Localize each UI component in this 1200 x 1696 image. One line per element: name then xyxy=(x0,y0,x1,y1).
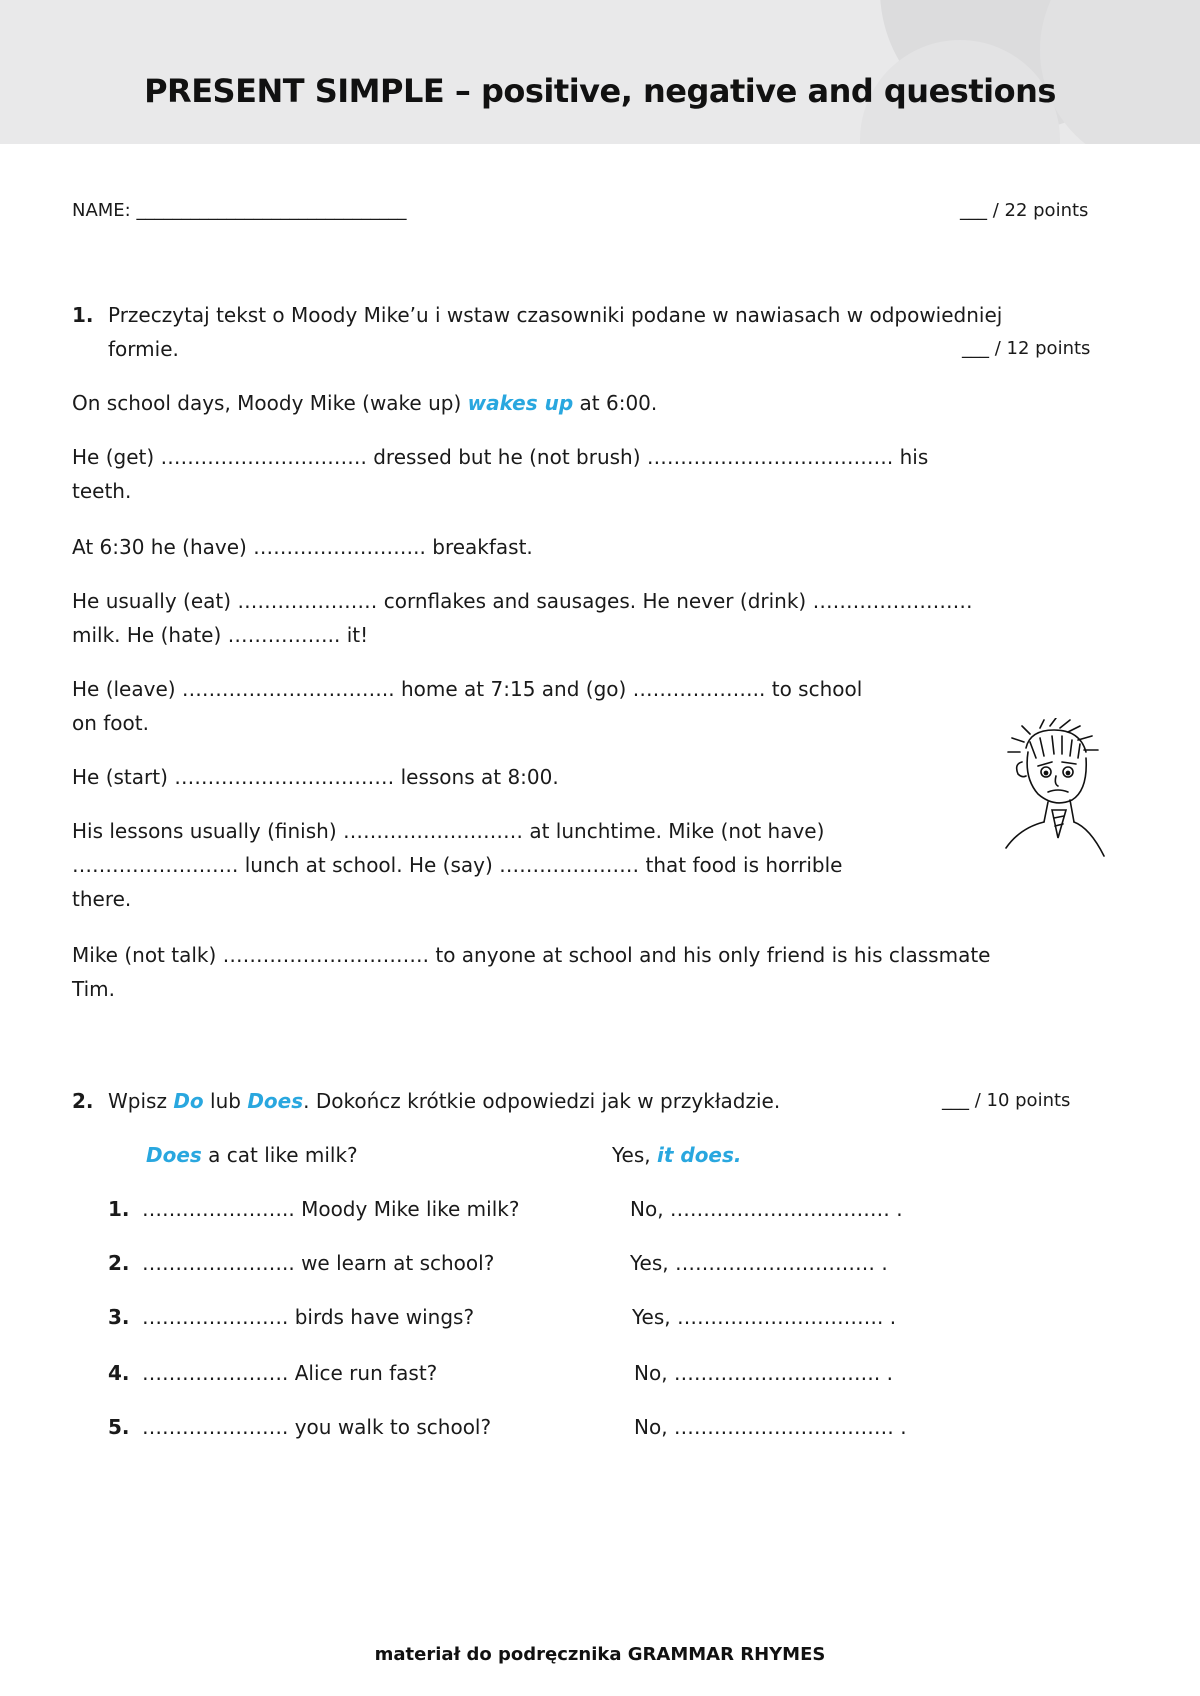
gap-fill-line: there. xyxy=(72,887,132,911)
short-answer: No, …………………………. . xyxy=(634,1361,893,1385)
exercise-2-points: ___ / 10 points xyxy=(942,1090,1071,1111)
gap-fill-line: His lessons usually (finish) ……………………… at lunchtime. Mike (not have) xyxy=(72,819,825,843)
instruction-text-cont: formie. xyxy=(108,337,179,361)
example-question-word: Does xyxy=(146,1143,202,1167)
item-number: 2. xyxy=(108,1251,130,1275)
example-text: at 6:00. xyxy=(573,391,658,415)
example-question xyxy=(146,1138,358,1172)
question-item xyxy=(108,1300,474,1334)
exercise-number: 2. xyxy=(72,1089,94,1113)
example-question-text: a cat like milk? xyxy=(201,1143,358,1167)
gap-fill-line: Mike (not talk) …………………………. to anyone at school and his only friend is his classmate xyxy=(72,943,991,967)
question-item xyxy=(108,1356,437,1390)
name-field-label: NAME: ______________________________ xyxy=(72,200,407,221)
exercise-1-points: ___ / 12 points xyxy=(962,338,1091,359)
instruction-text: . Dokończ krótkie odpowiedzi jak w przykładzie. xyxy=(303,1089,781,1113)
question-text: ………………….. we learn at school? xyxy=(142,1251,495,1275)
item-number: 5. xyxy=(108,1415,130,1439)
gap-fill-line: on foot. xyxy=(72,711,149,735)
item-number: 4. xyxy=(108,1361,130,1385)
instruction-text: Wpisz xyxy=(108,1089,174,1113)
question-text: …………………. you walk to school? xyxy=(142,1415,492,1439)
instruction-text: Przeczytaj tekst o Moody Mike’u i wstaw czasowniki podane w nawiasach w odpowiedniej xyxy=(108,303,1003,327)
question-item xyxy=(108,1410,491,1444)
page-title: PRESENT SIMPLE – positive, negative and questions xyxy=(144,72,1056,110)
example-answer: wakes up xyxy=(467,391,574,415)
exercise-1-example xyxy=(72,386,657,420)
short-answer: No, …………………………… . xyxy=(630,1197,903,1221)
do-keyword: Do xyxy=(173,1089,204,1113)
gap-fill-line: milk. He (hate) …………….. it! xyxy=(72,623,369,647)
does-keyword: Does xyxy=(247,1089,304,1113)
instruction-text: lub xyxy=(203,1089,248,1113)
exercise-2-instruction xyxy=(72,1084,780,1118)
example-answer-text: Yes, xyxy=(612,1143,657,1167)
gap-fill-line: He (get) …………………………. dressed but he (not brush) ………………………………. his xyxy=(72,445,929,469)
question-text: …………………. birds have wings? xyxy=(142,1305,475,1329)
gap-fill-line: ……………………. lunch at school. He (say) ………………… that food is horrible xyxy=(72,853,843,877)
gap-fill-line: He usually (eat) ………………… cornflakes and sausages. He never (drink) …………………… xyxy=(72,589,973,613)
gap-fill-line: He (start) …………………………… lessons at 8:00. xyxy=(72,765,559,789)
example-answer-highlight: it does. xyxy=(657,1143,742,1167)
example-answer xyxy=(612,1138,742,1172)
gap-fill-line: teeth. xyxy=(72,479,132,503)
exercise-1-instruction xyxy=(72,298,1002,332)
example-text: On school days, Moody Mike (wake up) xyxy=(72,391,468,415)
total-points: ___ / 22 points xyxy=(960,200,1089,221)
item-number: 3. xyxy=(108,1305,130,1329)
question-item xyxy=(108,1246,494,1280)
footer-source: materiał do podręcznika GRAMMAR RHYMES xyxy=(374,1644,826,1665)
short-answer: No, …………………………… . xyxy=(634,1415,907,1439)
moody-mike-illustration xyxy=(1000,718,1110,868)
short-answer: Yes, …………………………. . xyxy=(632,1305,897,1329)
question-text: ………………….. Moody Mike like milk? xyxy=(142,1197,520,1221)
gap-fill-line: He (leave) ………………………….. home at 7:15 and (go) ……………….. to school xyxy=(72,677,863,701)
short-answer: Yes, ………………………… . xyxy=(630,1251,888,1275)
question-item xyxy=(108,1192,519,1226)
gap-fill-line: At 6:30 he (have) …………………….. breakfast. xyxy=(72,535,533,559)
exercise-number: 1. xyxy=(72,303,94,327)
item-number: 1. xyxy=(108,1197,130,1221)
gap-fill-line: Tim. xyxy=(72,977,115,1001)
question-text: …………………. Alice run fast? xyxy=(142,1361,438,1385)
